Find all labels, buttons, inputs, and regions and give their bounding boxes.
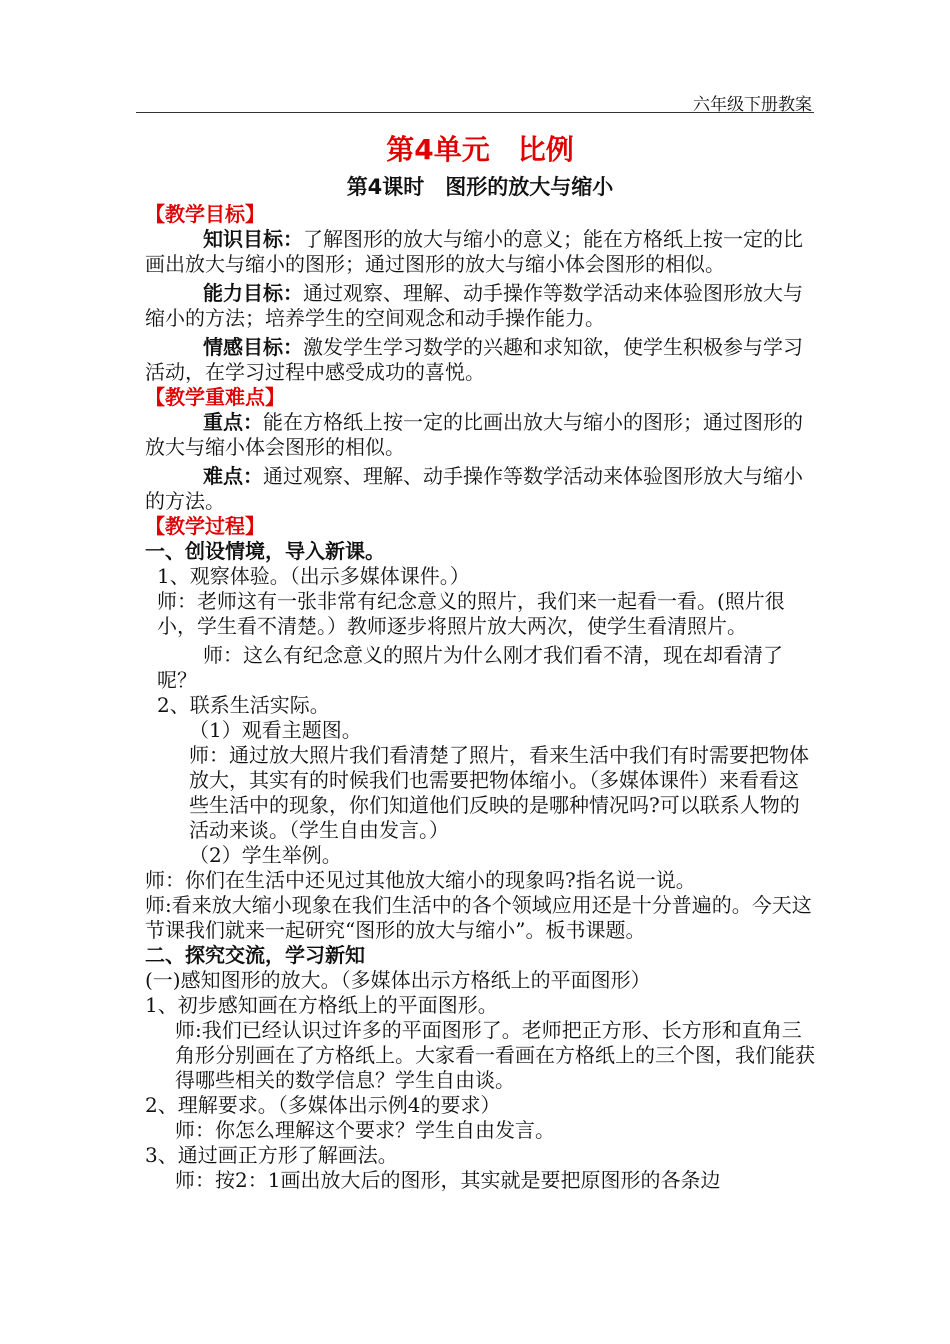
unit-title: 第4单元 比例	[386, 133, 574, 166]
step-life: 2、联系生活实际。	[157, 693, 330, 717]
teacher-understand: 师：你怎么理解这个要求？学生自由发言。	[175, 1118, 555, 1142]
knowledge-goal-text: 了解图形的放大与缩小的意义；能在方格纸上按一定的比画出放大与缩小的图形；通过图形的放大与缩小体会图形的相似。	[145, 227, 803, 276]
step-understand: 2、理解要求。（多媒体出示例4的要求）	[145, 1093, 501, 1117]
process-heading: 【教学过程】	[145, 514, 265, 538]
perceive-enlarge: (一)感知图形的放大。（多媒体出示方格纸上的平面图形）	[145, 968, 651, 992]
part2-title: 二、探究交流，学习新知	[145, 943, 365, 967]
teacher-photo: 师：老师这有一张非常有纪念意义的照片，我们来一起看一看。(照片很小，学生看不清楚。）教师逐步将照片放大两次，使学生看清照片。	[157, 589, 785, 638]
page-header: 六年级下册教案	[693, 95, 812, 115]
sub-students-examples: （2）学生举例。	[189, 843, 342, 867]
step-observe: 1、观察体验。（出示多媒体课件。）	[157, 564, 470, 588]
key-point	[145, 410, 815, 460]
emotion-goal	[145, 335, 815, 385]
ability-goal-text: 通过观察、理解、动手操作等数学活动来体验图形放大与缩小的方法；培养学生的空间观念和动手操作能力。	[145, 281, 803, 330]
teacher-grid-shapes: 师:我们已经认识过许多的平面图形了。老师把正方形、长方形和直角三角形分别画在了方格纸上。大家看一看画在方格纸上的三个图，我们能获得哪些相关的数学信息？学生自由谈。	[175, 1018, 815, 1092]
knowledge-goal	[145, 227, 815, 277]
ability-goal	[145, 281, 815, 331]
header-divider	[136, 112, 814, 113]
keypoints-heading: 【教学重难点】	[145, 385, 285, 409]
ability-goal-label: 能力目标：	[203, 281, 303, 305]
part1-title: 一、创设情境，导入新课。	[145, 539, 385, 563]
emotion-goal-label: 情感目标：	[203, 335, 303, 359]
document-body	[145, 128, 815, 1193]
hard-point-text: 通过观察、理解、动手操作等数学活动来体验图形放大与缩小的方法。	[145, 464, 803, 513]
teacher-introduce-topic: 师:看来放大缩小现象在我们生活中的各个领域应用还是十分普遍的。今天这节课我们就来一起研究“图形的放大与缩小”。板书课题。	[145, 893, 812, 942]
sub-theme-picture: （1）观看主题图。	[189, 718, 362, 742]
teacher-enlarge: 师：通过放大照片我们看清楚了照片，看来生活中我们有时需要把物体放大，其实有的时候我们也需要把物体缩小。（多媒体课件）来看看这些生活中的现象，你们知道他们反映的是哪种情况吗?可以联系人物的活动来谈。（学生自由发言。）	[189, 743, 809, 842]
teacher-square: 师：按2：1画出放大后的图形，其实就是要把原图形的各条边	[175, 1168, 721, 1192]
hard-point-label: 难点：	[203, 464, 263, 488]
goals-heading: 【教学目标】	[145, 202, 265, 226]
teacher-ask-examples: 师：你们在生活中还见过其他放大缩小的现象吗?指名说一说。	[145, 868, 696, 892]
emotion-goal-text: 激发学生学习数学的兴趣和求知欲，使学生积极参与学习活动，在学习过程中感受成功的喜悦。	[145, 335, 803, 384]
hard-point	[145, 464, 815, 514]
lesson-subtitle: 第4课时 图形的放大与缩小	[346, 175, 614, 199]
step-square: 3、通过画正方形了解画法。	[145, 1143, 398, 1167]
key-point-text: 能在方格纸上按一定的比画出放大与缩小的图形；通过图形的放大与缩小体会图形的相似。	[145, 410, 803, 459]
key-point-label: 重点：	[203, 410, 263, 434]
teacher-question: 师：这么有纪念意义的照片为什么刚才我们看不清，现在却看清了呢？	[157, 643, 783, 692]
knowledge-goal-label: 知识目标：	[203, 227, 303, 251]
step-grid-shapes: 1、初步感知画在方格纸上的平面图形。	[145, 993, 498, 1017]
